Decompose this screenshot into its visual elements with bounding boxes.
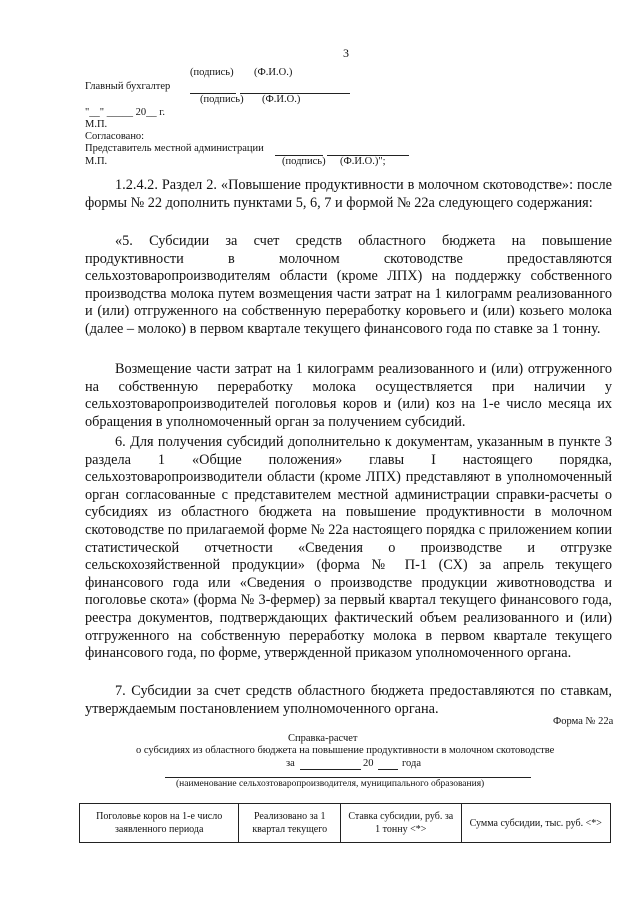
signature-caption: (подпись) — [200, 94, 244, 105]
paragraph-7: 7. Субсидии за счет средств областного бюджета предоставляются по ставкам, утверждаемым постановлением уполномоченного органа. — [85, 683, 612, 717]
signature-caption: (подпись) — [190, 67, 234, 78]
page-number: 3 — [343, 46, 349, 60]
stamp-place: М.П. — [85, 156, 108, 167]
organization-line — [165, 777, 531, 778]
signature-caption: (подпись) — [282, 156, 326, 167]
column-header: Сумма субсидии, тыс. руб. <*> — [461, 804, 610, 843]
period-year-prefix: 20 — [363, 758, 374, 769]
column-header: Ставка субсидии, руб. за 1 тонну <*> — [341, 804, 462, 843]
period-line — [300, 769, 361, 770]
form-label: Форма № 22а — [553, 716, 614, 727]
name-caption: (Ф.И.О.) — [254, 67, 293, 78]
form-subtitle: о субсидиях из областного бюджета на повышение продуктивности в молочном скотоводстве — [136, 745, 555, 756]
year-line — [378, 769, 398, 770]
paragraph-5: «5. Субсидии за счет средств областного бюджета на повышение продуктивности в молочном скотоводстве предоставляются сельхозтоваропроизводителям области (кроме ЛПХ) на поддержку собственного производства молока путем возмещения части затрат на 1 килограмм реализованного и (или) отгруженного на собственную переработку коровьего и (или) козьего молока (далее – молоко) в первом квартале текущего финансового года по ставке за 1 тонну. — [85, 233, 612, 337]
agreed-label: Согласовано: — [85, 131, 145, 142]
name-caption: (Ф.И.О.) — [262, 94, 301, 105]
organization-caption: (наименование сельхозтоваропроизводителя, муниципального образования) — [176, 779, 485, 789]
admin-representative-label: Представитель местной администрации — [85, 143, 264, 154]
date-line: "__" _____ 20__ г. — [85, 107, 165, 118]
stamp-place: М.П. — [85, 119, 108, 130]
period-year-word: года — [402, 758, 421, 769]
name-caption: (Ф.И.О.)"; — [340, 156, 386, 167]
subsidy-table — [79, 803, 611, 843]
form-title: Справка-расчет — [288, 733, 358, 744]
paragraph-6: 6. Для получения субсидий дополнительно к документам, указанным в пункте 3 раздела 1 «Общие положения» главы I настоящего порядка, сельхозтоваропроизводители области (кроме ЛПХ) представляют в уполномоченный орган согласованные с представителем местной администрации справки-расчеты о субсидиях из областного бюджета на повышение продуктивности в молочном скотоводстве по прилагаемой форме № 22а настоящего порядка с приложением копии статистической отчетности «Сведения о производстве и отгрузке сельскохозяйственной продукции» (форма № П-1 (СХ) за апрель текущего финансового года или «Сведения о производстве продукции животноводства и поголовье скота» (форма № 3-фермер) за первый квартал текущего финансового года, реестра документов, подтверждающих фактический объем реализованного и (или) отгруженного на собственную переработку молока в первом квартале текущего финансового года, по форме, утвержденной приказом уполномоченного органа. — [85, 434, 612, 662]
table-header-row — [80, 804, 611, 843]
column-header: Реализовано за 1 квартал текущего — [239, 804, 341, 843]
chief-accountant-label: Главный бухгалтер — [85, 81, 171, 92]
period-za: за — [286, 758, 295, 769]
paragraph-5-continued: Возмещение части затрат на 1 килограмм реализованного и (или) отгруженного на собственную переработку молока осуществляется при наличии у сельхозтоваропроизводителей поголовья коров и (или) коз на 1-е число месяца их обращения в уполномоченный орган за получением субсидий. — [85, 361, 612, 430]
column-header: Поголовье коров на 1-е число заявленного периода — [80, 804, 239, 843]
intro-paragraph: 1.2.4.2. Раздел 2. «Повышение продуктивности в молочном скотоводстве»: после формы № 22 дополнить пунктами 5, 6, 7 и формой № 22а следующего содержания: — [85, 177, 612, 211]
